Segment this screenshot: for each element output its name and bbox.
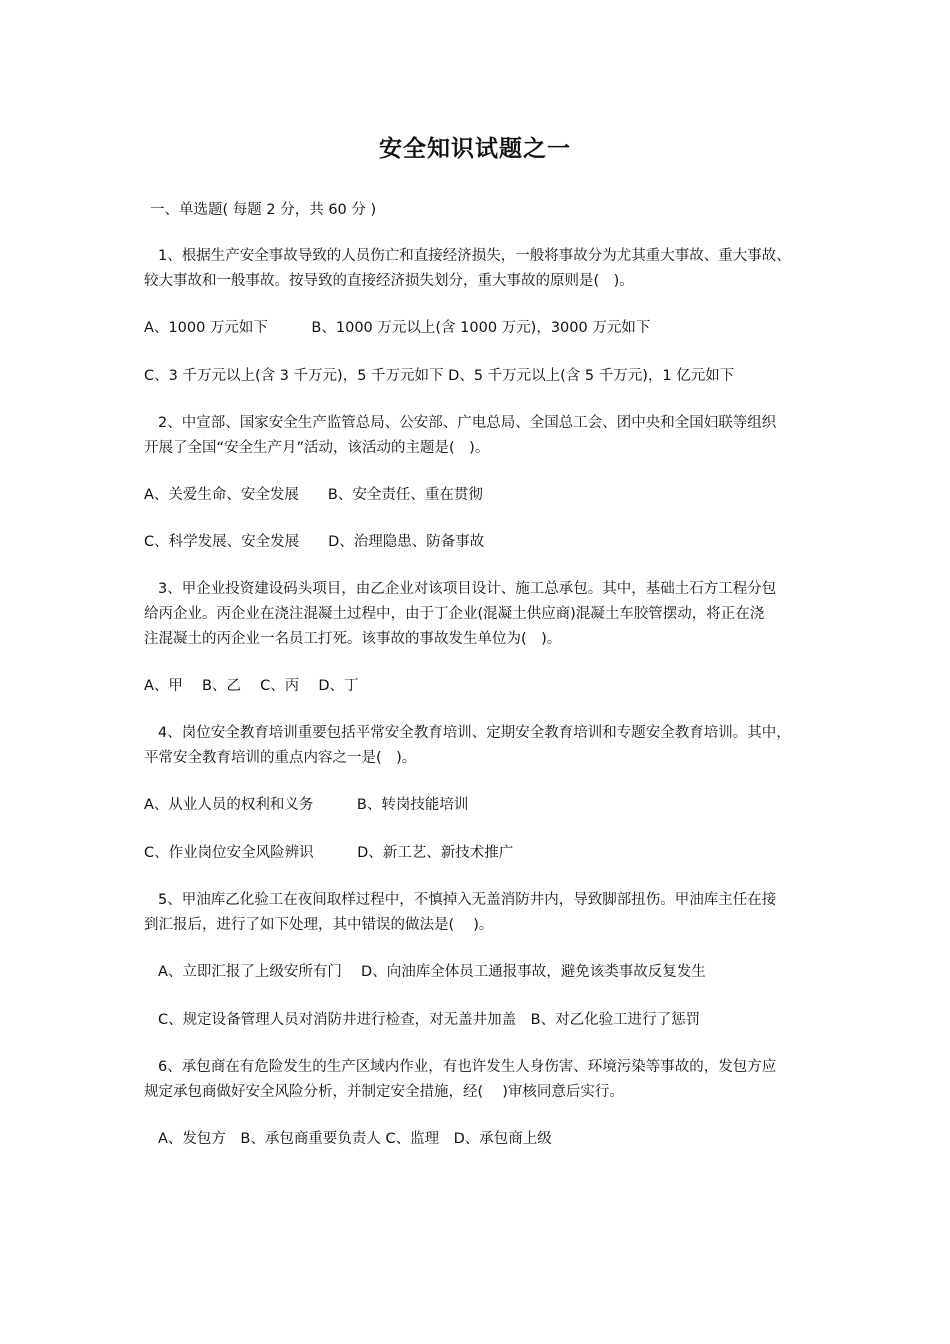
document-title: 安全知识试题之一 [379,136,571,162]
question-4-option-line-1: A、从业人员的权利和义务 B、转岗技能培训 [144,797,469,813]
question-3-line-2: 给丙企业。丙企业在浇注混凝土过程中，由于丁企业(混凝土供应商)混凝土车胶管摆动，将正在浇 [144,606,765,622]
question-1-line-1: 1、根据生产安全事故导致的人员伤亡和直接经济损失，一般将事故分为尤其重大事故、重大事故、 [158,248,791,264]
question-4-line-2: 平常安全教育培训的重点内容之一是( )。 [144,750,417,766]
question-5 [144,888,814,938]
question-2 [144,411,814,461]
question-6-line-2: 规定承包商做好安全风险分析，并制定安全措施，经( )审核同意后实行。 [144,1084,624,1100]
question-1-line-2: 较大事故和一般事故。按导致的直接经济损失划分，重大事故的原则是( )。 [144,273,634,289]
question-5-line-1: 5、甲油库乙化验工在夜间取样过程中，不慎掉入无盖消防井内，导致脚部扭伤。甲油库主任在接 [158,892,777,908]
question-4-line-1: 4、岗位安全教育培训重要包括平常安全教育培训、定期安全教育培训和专题安全教育培训。其中， [158,725,791,741]
question-6-line-1: 6、承包商在有危险发生的生产区域内作业，有也许发生人身伤害、环境污染等事故的，发包方应 [158,1059,777,1075]
question-2-line-1: 2、中宣部、国家安全生产监管总局、公安部、广电总局、全国总工会、团中央和全国妇联等组织 [158,415,777,431]
question-1-option-line-2: C、3 千万元以上(含 3 千万元)，5 千万元如下 D、5 千万元以上(含 5 千万元)，1 亿元如下 [144,368,735,384]
section-heading: 一、单选题( 每题 2 分，共 60 分 ) [150,202,377,218]
question-3-line-1: 3、甲企业投资建设码头项目，由乙企业对该项目设计、施工总承包。其中，基础土石方工程分包 [158,581,777,597]
question-6-option-line-1: A、发包方 B、承包商重要负责人 C、监理 D、承包商上级 [158,1131,552,1147]
question-3-line-3: 注混凝土的丙企业一名员工打死。该事故的事故发生单位为( )。 [144,631,562,647]
question-3-option-line-1: A、甲 B、乙 C、丙 D、丁 [144,678,359,694]
question-2-option-line-1: A、关爱生命、安全发展 B、安全责任、重在贯彻 [144,487,483,503]
question-2-line-2: 开展了全国“安全生产月”活动，该活动的主题是( )。 [144,440,490,456]
question-2-option-line-2: C、科学发展、安全发展 D、治理隐患、防备事故 [144,534,485,550]
question-6 [144,1055,814,1105]
question-3 [144,577,814,652]
question-4 [144,721,814,771]
question-5-line-2: 到汇报后，进行了如下处理，其中错误的做法是( )。 [144,917,494,933]
question-5-option-line-1: A、立即汇报了上级安所有门 D、向油库全体员工通报事故，避免该类事故反复发生 [158,964,706,980]
question-1-option-line-1: A、1000 万元如下 B、1000 万元以上(含 1000 万元)，3000 万元如下 [144,320,651,336]
question-5-option-line-2: C、规定设备管理人员对消防井进行检查，对无盖井加盖 B、对乙化验工进行了惩罚 [158,1012,701,1028]
question-4-option-line-2: C、作业岗位安全风险辨识 D、新工艺、新技术推广 [144,845,514,861]
question-1 [144,244,814,294]
